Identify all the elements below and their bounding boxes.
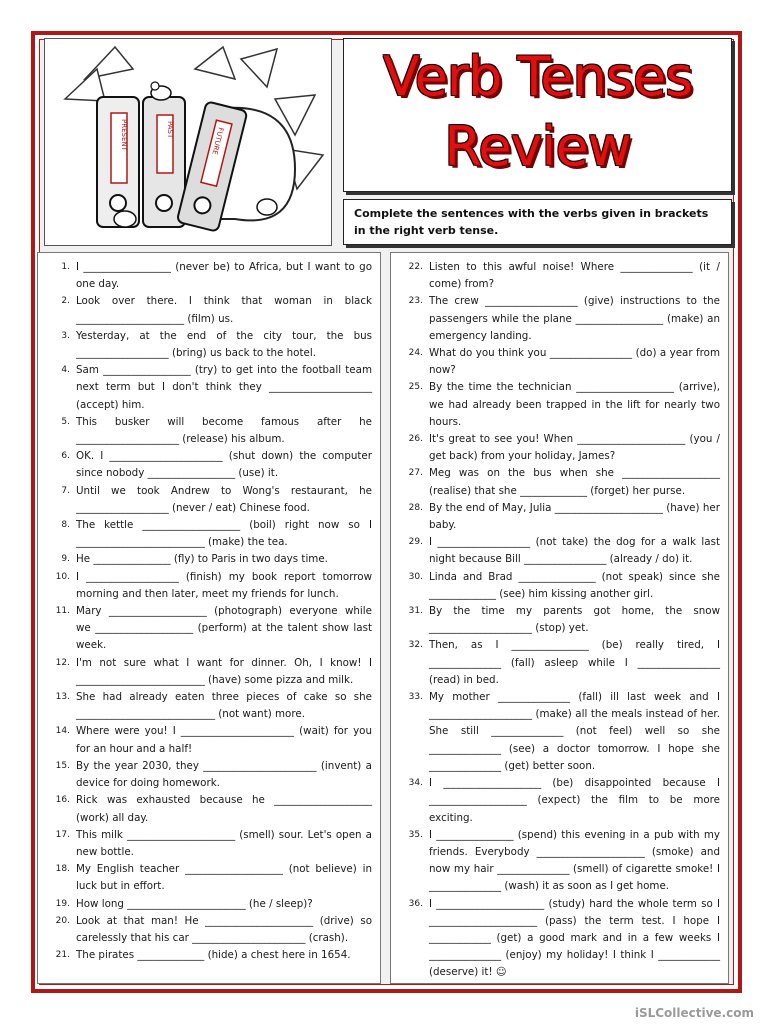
exercise-text: The kettle ___________________ (boil) right now so I _________________________ (make) the tea. (76, 519, 372, 549)
exercise-number: 30. (408, 571, 423, 582)
exercise-number: 17. (55, 829, 70, 840)
exercise-number: 16. (55, 795, 70, 806)
exercise-number: 7. (61, 485, 70, 496)
exercise-number: 19. (55, 898, 70, 909)
binder-label-future: FUTURE (210, 126, 225, 156)
exercise-text: I'm not sure what I want for dinner. Oh, I know! I _________________________ (have) some pizza and milk. (76, 656, 372, 686)
exercise-list-left (38, 259, 380, 964)
binder-label-present: PRESENT (120, 119, 128, 151)
exercise-text: I ___________________ (be) disappointed because I ___________________ (expect) the film to be more exciting. (429, 777, 720, 824)
exercise-item (391, 775, 728, 827)
exercise-text: The crew __________________ (give) instructions to the passengers while the plane _________________ (make) an emergency landing. (429, 295, 720, 342)
exercise-text: By the time the technician ___________________ (arrive), we had already been trapped in the lift for nearly two hours. (429, 381, 720, 428)
exercise-item (391, 534, 728, 568)
exercise-number: 28. (408, 502, 423, 513)
exercise-number: 12. (55, 657, 70, 668)
exercise-text: Look over there. I think that woman in black _____________________ (film) us. (76, 295, 372, 325)
exercise-number: 31. (408, 606, 423, 617)
exercise-item (391, 569, 728, 603)
exercise-text: Mary ___________________ (photograph) everyone while we ___________________ (perform) at the talent show last week. (76, 605, 372, 652)
exercise-item (38, 689, 380, 723)
exercise-item (38, 758, 380, 792)
exercise-number: 34. (408, 778, 423, 789)
exercise-column-left (37, 252, 381, 984)
exercise-number: 8. (61, 520, 70, 531)
exercise-item (38, 896, 380, 913)
exercise-item (38, 483, 380, 517)
exercise-item (38, 259, 380, 293)
exercise-number: 1. (61, 262, 70, 272)
title-line-2: Review (444, 115, 631, 178)
exercise-text: My English teacher ___________________ (not believe) in luck but in effort. (76, 863, 372, 893)
exercise-number: 29. (408, 537, 423, 548)
binder-labels (45, 39, 331, 245)
exercise-item (391, 603, 728, 637)
exercise-text: By the time my parents got home, the snow ____________________ (stop) yet. (429, 605, 720, 635)
exercise-number: 24. (408, 348, 423, 359)
exercise-number: 21. (55, 950, 70, 961)
exercise-text: Yesterday, at the end of the city tour, the bus __________________ (bring) us back to the hotel. (76, 329, 372, 360)
exercise-item (38, 603, 380, 655)
exercise-number: 22. (408, 262, 423, 272)
exercise-text: The pirates _____________ (hide) a chest here in 1654. (76, 949, 351, 962)
exercise-number: 10. (55, 571, 70, 582)
exercise-text: This busker will become famous after he ____________________ (release) his album. (76, 415, 372, 446)
exercise-text: My mother ______________ (fall) ill last week and I ____________________ (make) all the meals instead of her. She still ______________ (not feel) well so she ______________ (see) a doctor tomorrow. I hope she ______________ (get) better soon. (429, 691, 720, 772)
exercise-number: 32. (408, 640, 423, 651)
exercise-item (38, 448, 380, 482)
exercise-number: 26. (408, 434, 423, 445)
binders-illustration (44, 38, 332, 246)
instructions-text: Complete the sentences with the verbs given in brackets in the right verb tense. (354, 207, 709, 237)
exercise-item (38, 414, 380, 448)
exercise-text: OK. I ______________________ (shut down) the computer since nobody _________________ (use) it. (76, 450, 372, 480)
exercise-text: Sam _________________ (try) to get into the football team next term but I don't think they ____________________ (accept) him. (76, 364, 372, 411)
exercise-text: Where were you! I ______________________ (wait) for you for an hour and a half! (76, 725, 372, 755)
site-watermark: iSLCollective.com (634, 1006, 754, 1020)
exercise-item (38, 362, 380, 414)
exercise-number: 3. (61, 330, 70, 341)
exercise-item (38, 827, 380, 861)
exercise-item (391, 379, 728, 431)
exercise-item (391, 689, 728, 775)
exercise-item (38, 723, 380, 757)
exercise-text: What do you think you ________________ (do) a year from now? (429, 347, 720, 377)
exercise-item (38, 947, 380, 964)
exercise-item (391, 465, 728, 499)
exercise-number: 2. (61, 296, 70, 307)
exercise-item (391, 500, 728, 534)
exercise-text: He _______________ (fly) to Paris in two days time. (76, 553, 328, 566)
exercise-number: 25. (408, 382, 423, 393)
exercise-number: 20. (55, 915, 70, 926)
exercise-item (391, 827, 728, 896)
exercise-item (38, 517, 380, 551)
exercise-number: 27. (408, 468, 423, 479)
exercise-number: 4. (61, 365, 70, 376)
exercise-text: I __________________ (finish) my book report tomorrow morning and then later, meet my friends for lunch. (76, 570, 372, 600)
exercise-text: By the year 2030, they ______________________ (invent) a device for doing homework. (76, 759, 372, 790)
exercise-text: By the end of May, Julia _____________________ (have) her baby. (429, 501, 720, 532)
exercise-item (38, 569, 380, 603)
exercise-item (38, 655, 380, 689)
exercise-item (391, 345, 728, 379)
exercise-text: It's great to see you! When _____________________ (you / get back) from your holiday, James? (429, 433, 720, 463)
title-box (343, 38, 732, 192)
exercise-text: This milk _____________________ (smell) sour. Let's open a new bottle. (76, 828, 372, 858)
exercise-text: Listen to this awful noise! Where ______________ (it / come) from? (429, 261, 720, 291)
exercise-item (391, 293, 728, 345)
exercise-text: Until we took Andrew to Wong's restaurant, he __________________ (never / eat) Chinese food. (76, 484, 372, 514)
exercise-item (391, 896, 728, 982)
exercise-item (38, 792, 380, 826)
exercise-number: 18. (55, 864, 70, 875)
exercise-text: I _________________ (never be) to Africa, but I want to go one day. (76, 261, 372, 291)
exercise-list-right (391, 259, 728, 982)
exercise-number: 33. (408, 692, 423, 703)
exercise-column-right (390, 252, 729, 984)
exercise-text: Rick was exhausted because he ___________________ (work) all day. (76, 794, 372, 824)
exercise-number: 15. (55, 760, 70, 771)
exercise-item (391, 259, 728, 293)
exercise-text: I _______________ (spend) this evening in a pub with my friends. Everybody _____________________ (smoke) and now my hair ______________ (smell) of cigarette smoke! I ______________ (wash) it as soon as I get home. (429, 828, 720, 893)
exercise-item (38, 328, 380, 362)
title-line-1: Verb Tenses (382, 45, 693, 108)
exercise-text: Linda and Brad _______________ (not speak) since she _____________ (see) him kissing another girl. (429, 570, 720, 600)
exercise-number: 11. (55, 606, 70, 617)
exercise-text: How long _______________________ (he / sleep)? (76, 897, 313, 910)
exercise-number: 14. (55, 726, 70, 737)
exercise-item (38, 293, 380, 327)
exercise-item (38, 913, 380, 947)
exercise-item (391, 637, 728, 689)
instructions-box (343, 199, 732, 245)
exercise-text: Meg was on the bus when she ___________________ (realise) that she _____________ (forget) her purse. (429, 467, 720, 497)
exercise-item (38, 551, 380, 568)
exercise-item (38, 861, 380, 895)
exercise-number: 23. (408, 296, 423, 307)
exercise-text: I _____________________ (study) hard the whole term so I _____________________ (pass) the term test. I hope I ____________ (get) a good mark and in a few weeks I ______________ (enjoy) my holiday! I think I ____________ (deserve) it! ☺ (429, 897, 720, 979)
exercise-item (391, 431, 728, 465)
binder-label-past: PAST (166, 121, 174, 139)
exercise-number: 9. (61, 554, 70, 565)
exercise-number: 6. (61, 451, 70, 462)
exercise-number: 5. (61, 416, 70, 427)
exercise-text: I __________________ (not take) the dog for a walk last night because Bill ________________ (already / do) it. (429, 536, 720, 566)
exercise-number: 13. (55, 692, 70, 703)
exercise-text: Then, as I _______________ (be) really tired, I ______________ (fall) asleep while I ________________ (read) in bed. (429, 639, 720, 686)
exercise-number: 35. (408, 829, 423, 840)
exercise-text: She had already eaten three pieces of cake so she ___________________________ (not want) more. (76, 691, 372, 721)
exercise-number: 36. (408, 898, 423, 909)
exercise-text: Look at that man! He _____________________ (drive) so carelessly that his car ______________________ (crash). (76, 914, 372, 944)
